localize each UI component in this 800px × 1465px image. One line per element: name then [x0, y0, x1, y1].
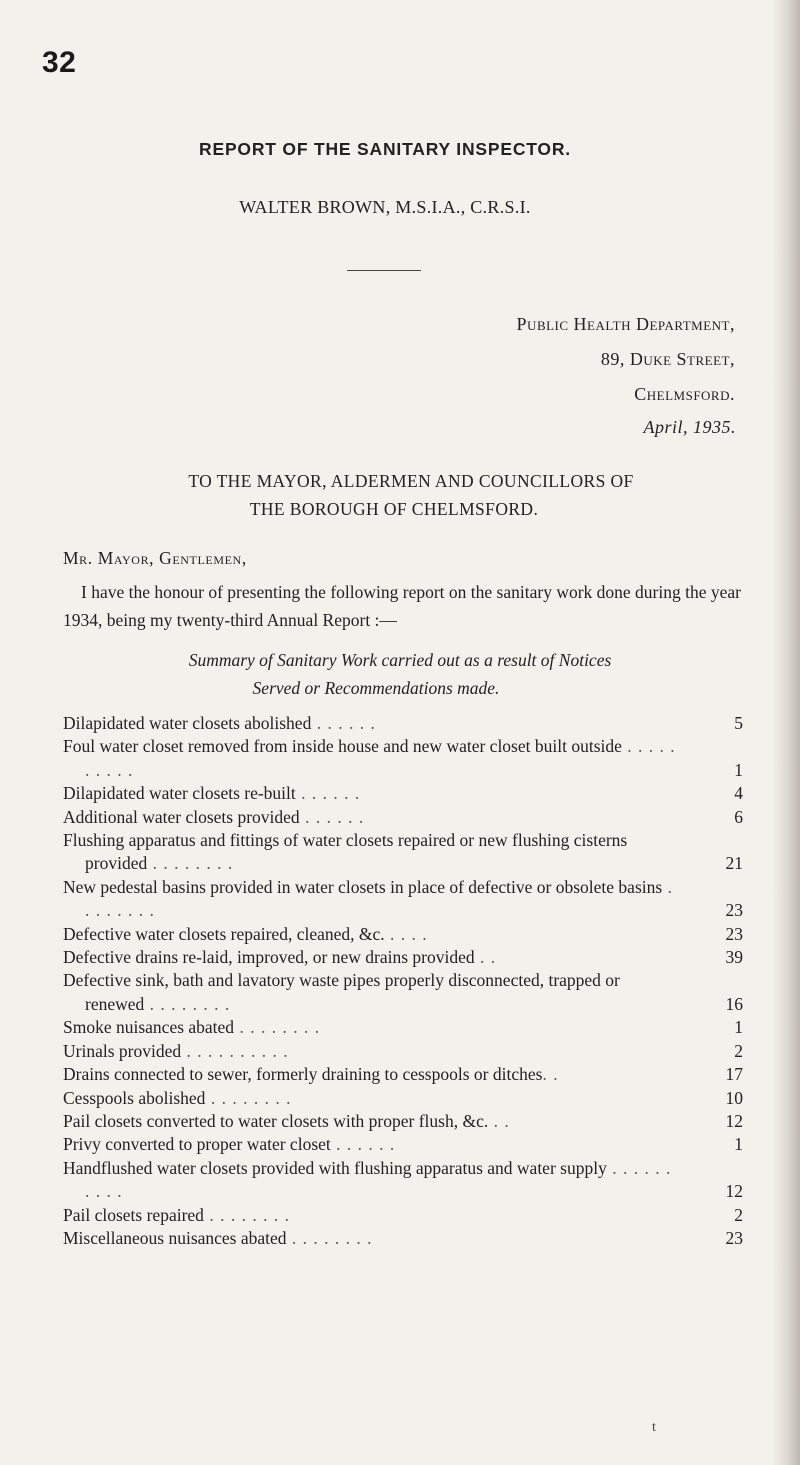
- leader-dots: . .: [542, 1064, 559, 1085]
- item-label: [63, 806, 681, 829]
- work-summary-list: [63, 712, 743, 1250]
- item-label-text: Handflushed water closets provided with flushing apparatus and water supply: [63, 1157, 607, 1178]
- greeting: Mr. Mayor, Gentlemen,: [63, 548, 247, 568]
- item-count: 17: [725, 1064, 743, 1085]
- list-item: [63, 712, 743, 735]
- item-label-text: Foul water closet removed from inside house and new water closet built outside: [63, 736, 622, 757]
- item-label: [63, 829, 681, 876]
- addressee-line-2: THE BOROUGH OF CHELMSFORD.: [249, 499, 539, 519]
- item-count: 23: [725, 923, 743, 944]
- address-street: 89, Duke Street,: [600, 349, 735, 369]
- item-label-text: Pail closets converted to water closets with proper flush, &c.: [63, 1110, 489, 1131]
- list-item: [63, 1087, 743, 1110]
- list-item: [63, 1204, 743, 1227]
- list-item: [63, 829, 743, 876]
- leader-dots: . .: [488, 1110, 510, 1131]
- item-count: 2: [734, 1040, 743, 1061]
- leader-dots: . . . . . .: [299, 806, 365, 827]
- item-label: [63, 1157, 681, 1204]
- list-item: [63, 806, 743, 829]
- leader-dots: . . . .: [384, 923, 428, 944]
- list-item: [63, 969, 743, 1016]
- item-count: 21: [725, 853, 743, 874]
- item-count: 39: [725, 947, 743, 968]
- item-count: 23: [725, 900, 743, 921]
- report-date: April, 1935.: [643, 417, 736, 437]
- item-label: [63, 1016, 681, 1039]
- report-title: REPORT OF THE SANITARY INSPECTOR.: [199, 139, 571, 159]
- item-count: 10: [725, 1087, 743, 1108]
- list-item: [63, 735, 743, 782]
- item-label-text: Dilapidated water closets abolished: [63, 713, 312, 733]
- item-label: [63, 1040, 681, 1063]
- item-count: 12: [725, 1181, 743, 1202]
- leader-dots: . .: [474, 947, 497, 968]
- address-town: Chelmsford.: [634, 384, 735, 404]
- item-label: [63, 1133, 681, 1156]
- item-label: [63, 1227, 681, 1250]
- intro-paragraph: I have the honour of presenting the following report on the sanitary work done during the year 1934, being my twenty-third Annual Report :—: [63, 582, 741, 630]
- item-count: 5: [734, 713, 743, 733]
- leader-dots: . . . . . . . .: [234, 1017, 321, 1038]
- item-label-text: Additional water closets provided: [63, 806, 300, 827]
- item-count: 2: [734, 1204, 743, 1225]
- item-label: [63, 969, 681, 1016]
- leader-dots: . . . . . . . . . .: [85, 736, 676, 780]
- item-label: [63, 1204, 681, 1227]
- list-item: [63, 876, 743, 923]
- list-item: [63, 1133, 743, 1156]
- item-label-text: Pail closets repaired: [63, 1204, 204, 1225]
- item-label: [63, 735, 681, 782]
- page-edge-shadow: [772, 0, 800, 1465]
- leader-dots: . . . . . . . .: [205, 1087, 292, 1108]
- item-count: 1: [734, 1134, 743, 1155]
- list-item: [63, 1063, 743, 1086]
- leader-dots: . . . . . . . .: [286, 1227, 373, 1248]
- item-count: 23: [725, 1227, 743, 1248]
- item-label-text: Urinals provided: [63, 1040, 182, 1061]
- item-label-text: Dilapidated water closets re-built: [63, 783, 296, 804]
- item-count: 16: [725, 993, 743, 1014]
- item-label-text: Miscellaneous nuisances abated: [63, 1227, 287, 1248]
- list-item: [63, 1110, 743, 1133]
- item-label-text: Cesspools abolished: [63, 1087, 206, 1108]
- list-item: [63, 1227, 743, 1250]
- item-label: [63, 923, 681, 946]
- list-item: [63, 946, 743, 969]
- item-label: [63, 876, 681, 923]
- leader-dots: . . . . . .: [330, 1134, 396, 1155]
- addressee-line-1: TO THE MAYOR, ALDERMEN AND COUNCILLORS OF: [188, 471, 634, 491]
- list-item: [63, 923, 743, 946]
- item-count: 1: [734, 1017, 743, 1038]
- divider-rule: [347, 270, 421, 271]
- leader-dots: . . . . . . . . . .: [181, 1040, 289, 1061]
- leader-dots: . . . . . . . .: [85, 876, 673, 921]
- leader-dots: . . . . . .: [311, 713, 376, 733]
- item-label: [63, 712, 681, 735]
- item-count: 12: [725, 1110, 743, 1131]
- leader-dots: . . . . . .: [295, 783, 361, 804]
- list-item: [63, 1040, 743, 1063]
- item-label: [63, 782, 681, 805]
- leader-dots: . . . . . . . .: [203, 1204, 290, 1225]
- summary-heading-line-2: Served or Recommendations made.: [252, 678, 500, 698]
- page-number: 32: [42, 46, 77, 79]
- item-label-text: Defective water closets repaired, cleaned, &c.: [63, 923, 385, 944]
- leader-dots: . . . . . . . .: [147, 853, 234, 874]
- item-label-text: Flushing apparatus and fittings of water closets repaired or new flushing cisterns provided: [63, 830, 628, 874]
- item-label-text: Privy converted to proper water closet: [63, 1134, 331, 1155]
- item-count: 6: [734, 806, 743, 827]
- list-item: [63, 1016, 743, 1039]
- author-name: WALTER BROWN, M.S.I.A., C.R.S.I.: [239, 197, 531, 217]
- item-label: [63, 1063, 681, 1086]
- item-label-text: Drains connected to sewer, formerly draining to cesspools or ditches: [63, 1064, 543, 1085]
- item-count: 1: [734, 759, 743, 780]
- item-label: [63, 1087, 681, 1110]
- foot-mark: t: [652, 1420, 656, 1435]
- item-label-text: Smoke nuisances abated: [63, 1017, 235, 1038]
- summary-heading-line-1: Summary of Sanitary Work carried out as a result of Notices: [188, 650, 612, 670]
- item-label-text: Defective sink, bath and lavatory waste pipes properly disconnected, trapped or renewed: [63, 970, 620, 1014]
- item-label: [63, 1110, 681, 1133]
- item-count: 4: [734, 783, 743, 804]
- item-label-text: New pedestal basins provided in water closets in place of defective or obsolete basins: [63, 876, 663, 897]
- leader-dots: . . . . . . . . . .: [85, 1157, 672, 1202]
- list-item: [63, 782, 743, 805]
- address-department: Public Health Department,: [516, 314, 735, 334]
- item-label: [63, 946, 681, 969]
- leader-dots: . . . . . . . .: [144, 993, 231, 1014]
- item-label-text: Defective drains re-laid, improved, or new drains provided: [63, 947, 475, 968]
- list-item: [63, 1157, 743, 1204]
